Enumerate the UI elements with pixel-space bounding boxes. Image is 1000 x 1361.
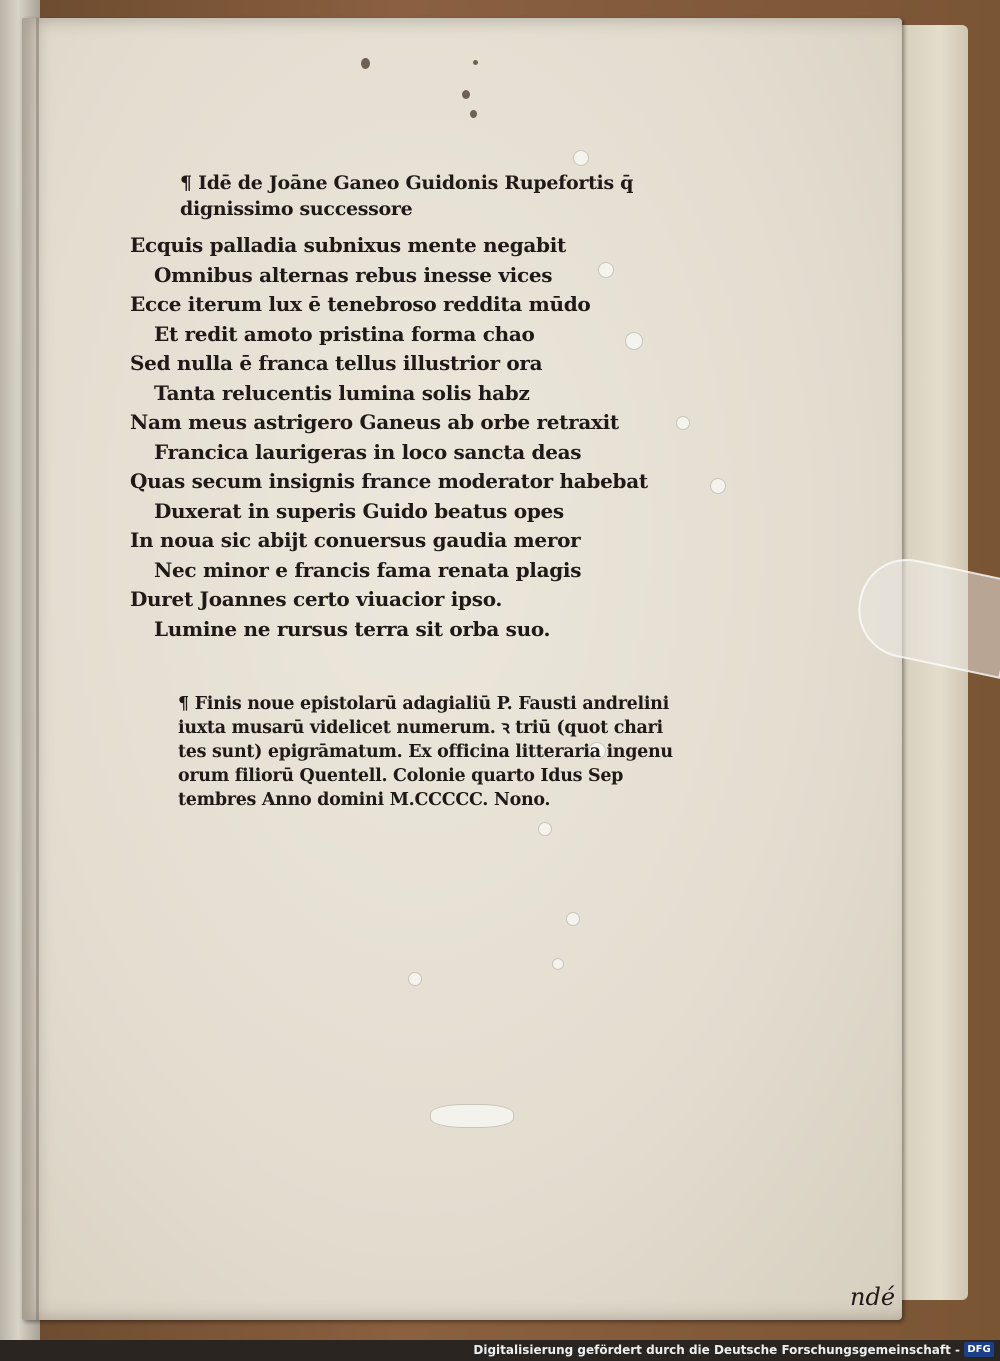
ink-spot	[361, 58, 370, 69]
poem-line: Duxerat in superis Guido beatus opes	[154, 498, 564, 523]
water-spot	[676, 416, 690, 430]
poem-line: Tanta relucentis lumina solis habz	[154, 380, 530, 405]
water-spot	[710, 478, 726, 494]
poem-block	[130, 231, 648, 644]
colophon-line: tembres Anno domini M.CCCCC. Nono.	[178, 790, 551, 810]
marginal-note: ndé	[850, 1283, 896, 1311]
title-block	[180, 170, 633, 222]
water-spot	[552, 958, 564, 970]
poem-line: Duret Joannes certo viuacior ipso.	[130, 587, 503, 611]
colophon-block	[178, 692, 673, 812]
poem-line: Ecquis palladia subnixus mente negabit	[130, 233, 566, 257]
poem-line: Nam meus astrigero Ganeus ab orbe retraxit	[130, 410, 619, 434]
poem-line: Nec minor e francis fama renata plagis	[154, 557, 582, 582]
water-spot	[408, 972, 422, 986]
colophon-line: ¶ Finis noue epistolarū adagialiū P. Fausti andrelini	[178, 694, 669, 714]
title-line: dignissimo successore	[180, 198, 413, 220]
water-spot	[573, 150, 589, 166]
water-spot	[566, 912, 580, 926]
poem-line: Quas secum insignis france moderator habebat	[130, 469, 648, 493]
colophon-line: tes sunt) epigrāmatum. Ex officina litteraria ingenu	[178, 742, 673, 762]
poem-line: Francica laurigeras in loco sancta deas	[154, 439, 582, 464]
water-spot	[538, 822, 552, 836]
colophon-line: orum filiorū Quentell. Colonie quarto Idus Sep	[178, 766, 624, 786]
poem-line: Sed nulla ē franca tellus illustrior ora	[130, 351, 543, 375]
title-line: ¶ Idē de Joāne Ganeo Guidonis Rupefortis q̄	[180, 172, 634, 194]
gutter-shadow	[36, 18, 39, 1320]
ink-spot	[470, 110, 477, 118]
water-stain	[430, 1104, 514, 1128]
poem-line: Et redit amoto pristina forma chao	[154, 321, 535, 346]
ink-spot	[462, 90, 470, 99]
poem-line: Lumine ne rursus terra sit orba suo.	[154, 616, 551, 641]
footer-credit: Digitalisierung gefördert durch die Deutsche Forschungsgemeinschaft -	[473, 1343, 960, 1357]
poem-line: In noua sic abijt conuersus gaudia meror	[130, 528, 581, 552]
dfg-logo: DFG	[964, 1342, 994, 1357]
poem-line: Ecce iterum lux ē tenebroso reddita mūdo	[130, 292, 591, 316]
poem-line: Omnibus alternas rebus inesse vices	[154, 262, 553, 287]
ink-spot	[473, 60, 478, 65]
colophon-line: iuxta musarū videlicet numerum. ꝛ triū (quot chari	[178, 718, 663, 738]
